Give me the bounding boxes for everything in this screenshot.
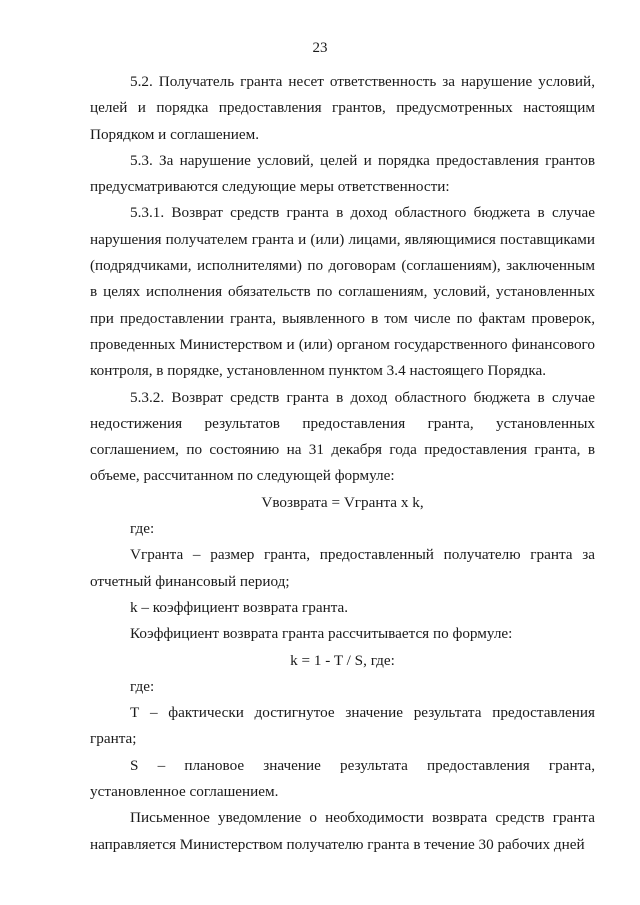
paragraph-notification: Письменное уведомление о необходимости возврата средств гранта направляется Министерством получателю гранта в течение 30 рабочих дней: [90, 809, 595, 853]
definition-k: k – коэффициент возврата гранта.: [130, 598, 349, 616]
where-label-1: где:: [130, 520, 155, 538]
formula-refund-volume: Vвозврата = Vгранта x k,: [261, 493, 424, 511]
definition-v-grant: Vгранта – размер гранта, предоставленный получателю гранта за отчетный финансовый период;: [90, 546, 595, 590]
formula-coefficient: k = 1 - T / S, где:: [290, 651, 395, 669]
coefficient-intro: Коэффициент возврата гранта рассчитывается по формуле:: [130, 625, 513, 643]
paragraph-5-2: 5.2. Получатель гранта несет ответственность за нарушение условий, целей и порядка предоставления грантов, предусмотренных настоящим Порядком и соглашением.: [90, 73, 595, 143]
where-label-2: где:: [130, 677, 155, 695]
paragraph-5-3: 5.3. За нарушение условий, целей и порядка предоставления грантов предусматриваются следующие меры ответственности:: [90, 151, 595, 196]
paragraph-5-3-1: 5.3.1. Возврат средств гранта в доход областного бюджета в случае нарушения получателем гранта и (или) лицами, являющимися поставщиками (подрядчиками, исполнителями) по договорам (соглашениям), заключенным в целях исполнения обязательств по соглашениям, условий, установленных при предоставлении гранта, выявленного в том числе по фактам проверок, проведенных Министерством и (или) органом государственного финансового контроля, в порядке, установленном пунктом 3.4 настоящего Порядка.: [90, 204, 595, 380]
document-body: [90, 69, 595, 858]
paragraph-5-3-2: 5.3.2. Возврат средств гранта в доход областного бюджета в случае недостижения результатов предоставления гранта, установленных соглашением, по состоянию на 31 декабря года предоставления гранта, в объеме, рассчитанном по следующей формуле:: [90, 388, 595, 485]
definition-t: Т – фактически достигнутое значение результата предоставления гранта;: [90, 704, 595, 748]
definition-s: S – плановое значение результата предоставления гранта, установленное соглашением.: [90, 756, 595, 801]
page-number: 23: [312, 40, 328, 56]
